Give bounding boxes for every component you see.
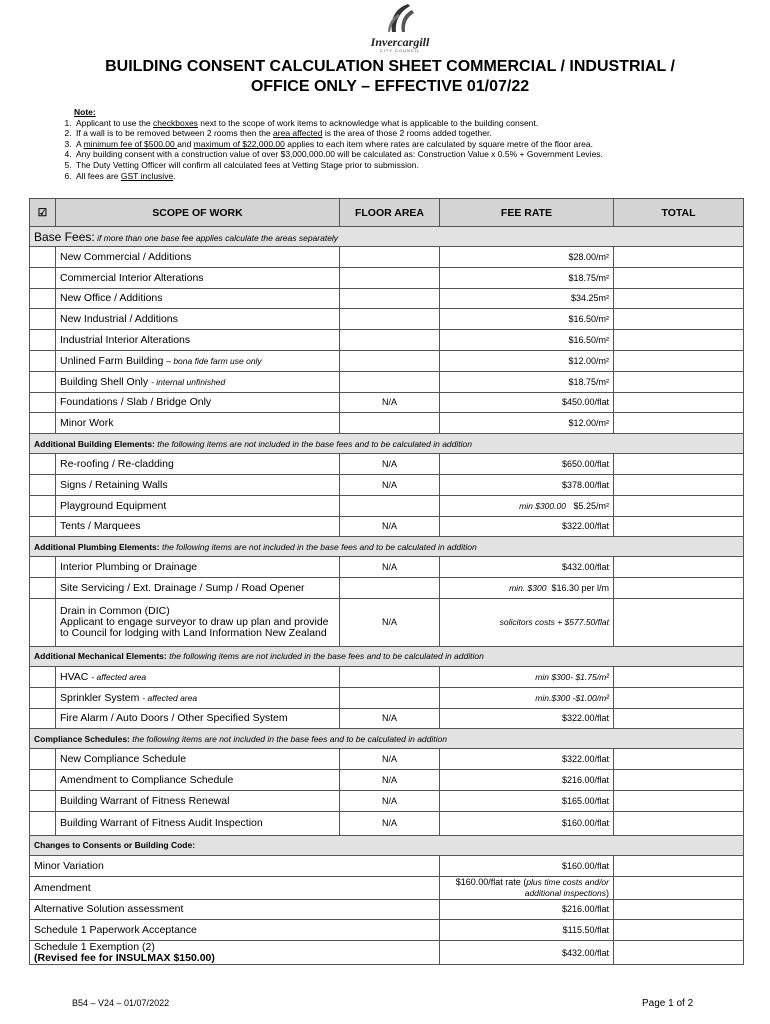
table-row [30,855,744,876]
row-total[interactable] [614,876,744,899]
row-total[interactable] [614,598,744,646]
row-checkbox[interactable] [30,749,56,770]
row-fee-rate: $160.00/flat rate (plus time costs and/or additional inspections) [440,876,614,899]
row-scope: Playground Equipment [56,495,340,516]
row-total[interactable] [614,516,744,537]
row-checkbox[interactable] [30,708,56,729]
total-header: TOTAL [614,199,744,227]
note-item-1: 1. Applicant to use the checkboxes next to the scope of work items to acknowledge what is applicable to the building consent. [74,118,746,129]
table-row [30,920,744,941]
row-scope: Re-roofing / Re-cladding [56,454,340,475]
table-row [30,330,744,351]
row-floor-area[interactable] [340,371,440,392]
section-label: Compliance Schedules: [34,733,130,744]
row-total[interactable] [614,920,744,941]
row-total[interactable] [614,474,744,495]
page-title-line1: BUILDING CONSENT CALCULATION SHEET COMMERCIAL / INDUSTRIAL / [105,58,675,75]
table-row [30,790,744,811]
table-row [30,474,744,495]
row-fee-rate: $650.00/flat [440,454,614,475]
row-floor-area: N/A [340,749,440,770]
row-fee-rate: $115.50/flat [440,920,614,941]
row-scope: New Office / Additions [56,288,340,309]
document-code: B54 – V24 – 01/07/2022 [72,998,170,1008]
row-checkbox[interactable] [30,495,56,516]
section-note: the following items are not included in the base fees and to be calculated in addition [162,541,477,552]
row-scope: Unlined Farm Building – bona fide farm use only [56,350,340,371]
row-total[interactable] [614,247,744,268]
row-floor-area[interactable] [340,350,440,371]
row-scope: Amendment [30,876,440,899]
row-scope: Signs / Retaining Walls [56,474,340,495]
scope-header: SCOPE OF WORK [56,199,340,227]
fee-rate-header: FEE RATE [440,199,614,227]
row-total[interactable] [614,413,744,434]
page-number: Page 1 of 2 [642,998,694,1009]
row-floor-area: N/A [340,557,440,578]
row-checkbox[interactable] [30,309,56,330]
row-fee-rate: $322.00/flat [440,749,614,770]
table-row [30,516,744,537]
row-scope: Foundations / Slab / Bridge Only [56,392,340,413]
row-scope: Building Shell Only - internal unfinished [56,371,340,392]
section-label: Changes to Consents or Building Code: [34,840,196,851]
table-row [30,749,744,770]
page-title-line2: OFFICE ONLY – EFFECTIVE 01/07/22 [250,78,530,95]
table-row [30,708,744,729]
row-scope: Industrial Interior Alterations [56,330,340,351]
row-floor-area: N/A [340,474,440,495]
row-checkbox[interactable] [30,516,56,537]
council-emblem-icon [378,2,422,36]
row-floor-area[interactable] [340,413,440,434]
table-row [30,350,744,371]
section-building-elements [30,434,744,454]
row-total[interactable] [614,666,744,687]
row-checkbox[interactable] [30,578,56,599]
notes-heading: Note: [74,107,96,117]
row-floor-area[interactable] [340,288,440,309]
table-row [30,687,744,708]
row-fee-rate: $28.00/m² [440,247,614,268]
row-floor-area[interactable] [340,309,440,330]
fee-table [29,198,744,965]
row-floor-area[interactable] [340,578,440,599]
row-floor-area[interactable] [340,330,440,351]
note-item-2: 2. If a wall is to be removed between 2 rooms then the area affected is the area of those 2 rooms added together. [74,128,746,139]
note-item-6: 6. All fees are GST inclusive. [74,171,746,182]
section-note: the following items are not included in the base fees and to be calculated in addition [169,651,484,662]
row-checkbox[interactable] [30,811,56,835]
table-row [30,598,744,646]
row-fee-rate: $34.25m² [440,288,614,309]
row-checkbox[interactable] [30,790,56,811]
row-total[interactable] [614,899,744,920]
section-changes [30,835,744,855]
row-total[interactable] [614,578,744,599]
row-floor-area: N/A [340,708,440,729]
logo-subtitle: CITY COUNCIL [379,48,421,53]
row-fee-rate: $16.50/m² [440,330,614,351]
row-fee-rate: $160.00/flat [440,811,614,835]
row-fee-rate: $216.00/flat [440,770,614,791]
row-total[interactable] [614,770,744,791]
row-fee-rate: $450.00/flat [440,392,614,413]
council-logo [350,2,450,62]
page-title [40,57,740,97]
row-total[interactable] [614,330,744,351]
table-row [30,267,744,288]
row-total[interactable] [614,749,744,770]
row-total[interactable] [614,811,744,835]
row-fee-rate: $160.00/flat [440,855,614,876]
section-note: the following items are not included in the base fees and to be calculated in addition [132,733,447,744]
row-fee-rate: $18.75/m² [440,371,614,392]
row-fee-rate: $16.50/m² [440,309,614,330]
row-total[interactable] [614,371,744,392]
row-scope: Building Warrant of Fitness Renewal [56,790,340,811]
section-plumbing-elements [30,537,744,557]
row-floor-area: N/A [340,454,440,475]
row-fee-rate: min $300.00 $5.25/m² [440,495,614,516]
table-row [30,811,744,835]
row-fee-rate: $378.00/flat [440,474,614,495]
section-note: if more than one base fee applies calculate the areas separately [97,232,339,243]
row-checkbox[interactable] [30,687,56,708]
row-total[interactable] [614,855,744,876]
row-total[interactable] [614,309,744,330]
row-checkbox[interactable] [30,413,56,434]
row-floor-area[interactable] [340,247,440,268]
row-fee-rate: $216.00/flat [440,899,614,920]
row-total[interactable] [614,350,744,371]
row-scope: Fire Alarm / Auto Doors / Other Specified System [56,708,340,729]
row-floor-area: N/A [340,598,440,646]
notes-list [74,118,746,182]
row-checkbox[interactable] [30,557,56,578]
note-item-4: 4. Any building consent with a construction value of over $3,000,000.00 will be calculated as: Construction Value x 0.5% + Government Levies. [74,149,746,160]
row-total[interactable] [614,267,744,288]
logo-name: Invercargill [370,35,430,49]
table-header-row [30,199,744,227]
row-scope: Minor Variation [30,855,440,876]
row-floor-area: N/A [340,811,440,835]
table-row [30,876,744,899]
table-row [30,941,744,965]
row-floor-area: N/A [340,392,440,413]
table-row [30,309,744,330]
section-mechanical-elements [30,646,744,666]
section-label: Additional Building Elements: [34,438,155,449]
row-total[interactable] [614,495,744,516]
row-total[interactable] [614,941,744,965]
row-scope: New Commercial / Additions [56,247,340,268]
row-fee-rate: $12.00/m² [440,350,614,371]
row-fee-rate: solicitors costs + $577.50/flat [440,598,614,646]
table-row [30,392,744,413]
floor-area-header: FLOOR AREA [340,199,440,227]
row-scope: Site Servicing / Ext. Drainage / Sump / Road Opener [56,578,340,599]
section-label: Base Fees: [34,229,95,244]
row-checkbox[interactable] [30,267,56,288]
row-checkbox[interactable] [30,666,56,687]
row-fee-rate: $322.00/flat [440,516,614,537]
row-checkbox[interactable] [30,474,56,495]
row-checkbox[interactable] [30,350,56,371]
table-row [30,288,744,309]
row-fee-rate: min.$300 -$1.00/m² [440,687,614,708]
row-scope: New Industrial / Additions [56,309,340,330]
table-row [30,666,744,687]
row-fee-rate: $12.00/m² [440,413,614,434]
row-total[interactable] [614,392,744,413]
row-scope: Amendment to Compliance Schedule [56,770,340,791]
row-scope: Alternative Solution assessment [30,899,440,920]
row-total[interactable] [614,454,744,475]
row-total[interactable] [614,288,744,309]
row-scope: Minor Work [56,413,340,434]
row-scope: Building Warrant of Fitness Audit Inspection [56,811,340,835]
row-floor-area[interactable] [340,267,440,288]
row-total[interactable] [614,790,744,811]
row-total[interactable] [614,557,744,578]
row-fee-rate: $432.00/flat [440,557,614,578]
row-scope: Tents / Marquees [56,516,340,537]
note-item-5: 5. The Duty Vetting Officer will confirm all calculated fees at Vetting Stage prior to submission. [74,160,746,171]
table-row [30,495,744,516]
section-base-fees [30,227,744,247]
row-floor-area[interactable] [340,495,440,516]
row-checkbox[interactable] [30,330,56,351]
row-floor-area[interactable] [340,666,440,687]
row-scope: Interior Plumbing or Drainage [56,557,340,578]
table-row [30,247,744,268]
section-note: the following items are not included in the base fees and to be calculated in addition [157,438,472,449]
row-floor-area: N/A [340,770,440,791]
section-label: Additional Plumbing Elements: [34,541,160,552]
row-scope: HVAC - affected area [56,666,340,687]
row-fee-rate: $18.75/m² [440,267,614,288]
section-compliance-schedules [30,729,744,749]
notes-section [56,107,746,181]
table-row [30,557,744,578]
table-row [30,770,744,791]
row-floor-area: N/A [340,790,440,811]
row-floor-area[interactable] [340,687,440,708]
row-scope: Drain in Common (DIC) Applicant to engage surveyor to draw up plan and provide to Council for lodging with Land Information New Zealand [56,598,340,646]
table-row [30,454,744,475]
row-fee-rate: $432.00/flat [440,941,614,965]
row-checkbox[interactable] [30,770,56,791]
row-checkbox[interactable] [30,392,56,413]
checkbox-header-icon: ☑ [30,199,56,227]
row-total[interactable] [614,708,744,729]
row-fee-rate: $165.00/flat [440,790,614,811]
row-scope: New Compliance Schedule [56,749,340,770]
section-label: Additional Mechanical Elements: [34,651,167,662]
table-row [30,413,744,434]
row-floor-area: N/A [340,516,440,537]
row-checkbox[interactable] [30,288,56,309]
row-checkbox[interactable] [30,454,56,475]
row-scope: Schedule 1 Exemption (2) (Revised fee for INSULMAX $150.00) [30,941,440,965]
table-row [30,578,744,599]
note-item-3: 3. A minimum fee of $500.00 and maximum of $22,000.00 applies to each item where rates are calculated by square metre of the floor area. [74,139,746,150]
row-scope: Commercial Interior Alterations [56,267,340,288]
row-scope: Sprinkler System - affected area [56,687,340,708]
row-checkbox[interactable] [30,371,56,392]
table-row [30,371,744,392]
row-fee-rate: min $300- $1.75/m² [440,666,614,687]
row-checkbox[interactable] [30,598,56,646]
row-scope: Schedule 1 Paperwork Acceptance [30,920,440,941]
row-checkbox[interactable] [30,247,56,268]
row-total[interactable] [614,687,744,708]
table-row [30,899,744,920]
row-fee-rate: $322.00/flat [440,708,614,729]
row-fee-rate: min. $300 $16.30 per l/m [440,578,614,599]
